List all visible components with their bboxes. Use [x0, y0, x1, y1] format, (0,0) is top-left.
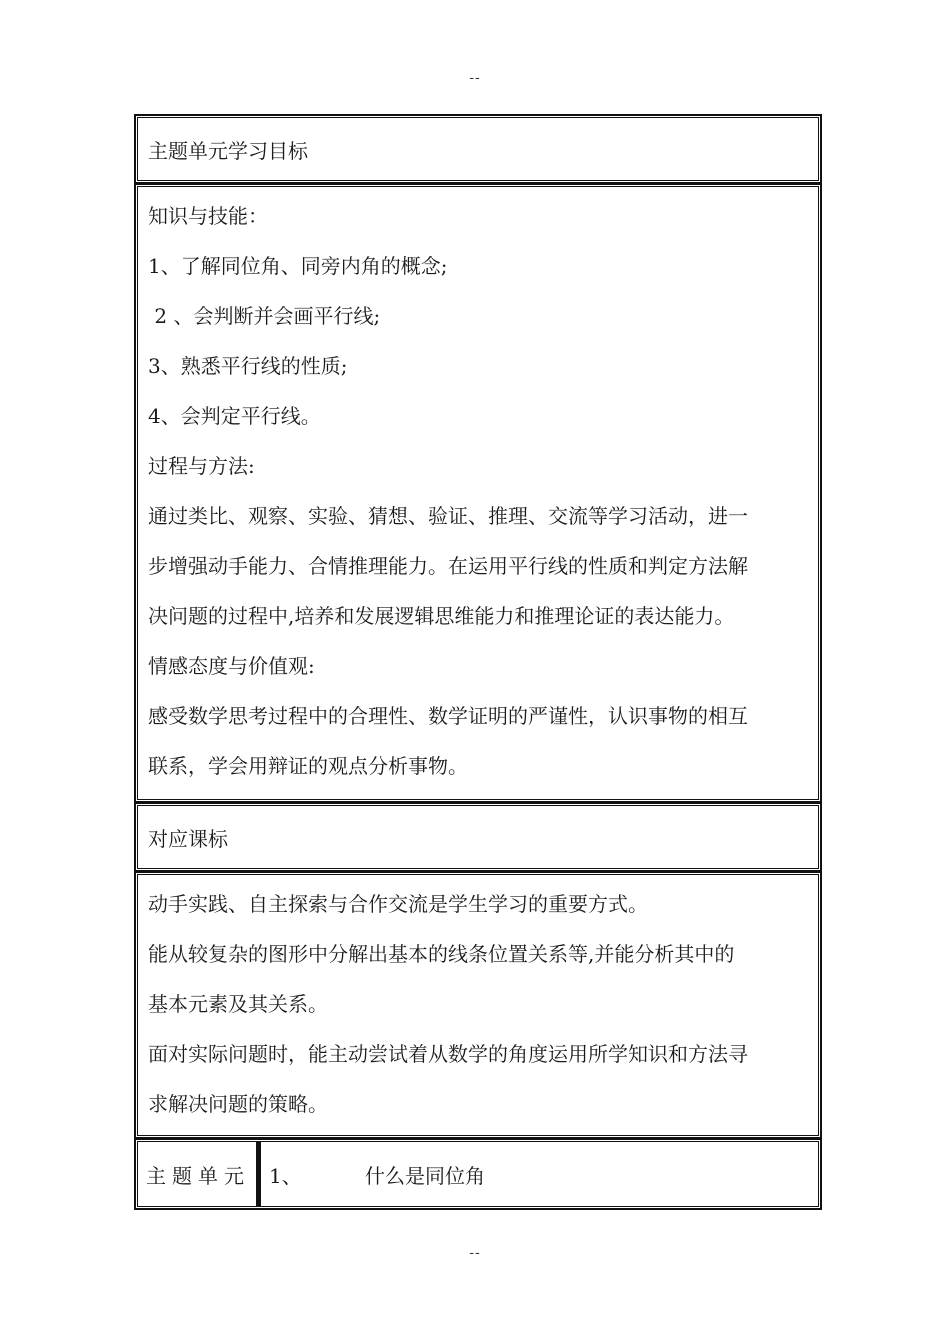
- standard-line: 面对实际问题时，能主动尝试着从数学的角度运用所学知识和方法寻: [148, 1042, 748, 1066]
- row-divider: [136, 870, 820, 873]
- objectives-content: [137, 186, 819, 800]
- unit-item: [260, 1141, 819, 1207]
- row-divider: [136, 182, 820, 185]
- objective-line: 步增强动手能力、合情推理能力。在运用平行线的性质和判定方法解: [148, 554, 748, 578]
- standard-line: 动手实践、自主探索与合作交流是学生学习的重要方式。: [148, 892, 648, 916]
- row-divider: [136, 801, 820, 804]
- objective-line: 联系，学会用辩证的观点分析事物。: [148, 754, 468, 778]
- unit-row: [137, 1141, 819, 1207]
- unit-item-number: 1、: [269, 1163, 302, 1188]
- objective-line: 3、熟悉平行线的性质;: [148, 354, 348, 378]
- standards-content: [137, 874, 819, 1136]
- objectives-heading: 主题单元学习目标: [137, 117, 819, 181]
- page-header-marker: --: [469, 70, 481, 86]
- standards-heading: 对应课标: [137, 805, 819, 869]
- lesson-plan-table: [134, 114, 822, 1210]
- row-divider: [136, 1137, 820, 1140]
- page-footer-marker: --: [469, 1245, 481, 1261]
- objective-line: 情感态度与价值观:: [148, 654, 315, 678]
- objective-line: 感受数学思考过程中的合理性、数学证明的严谨性，认识事物的相互: [148, 704, 748, 728]
- objective-line: 2 、会判断并会画平行线;: [148, 304, 381, 328]
- unit-label: 主题单元: [137, 1141, 257, 1207]
- objective-line: 4、会判定平行线。: [148, 404, 321, 428]
- objective-line: 过程与方法:: [148, 454, 255, 478]
- standard-line: 基本元素及其关系。: [148, 992, 328, 1016]
- objective-line: 知识与技能：: [148, 204, 268, 228]
- objective-line: 1、了解同位角、同旁内角的概念;: [148, 254, 448, 278]
- standard-line: 能从较复杂的图形中分解出基本的线条位置关系等,并能分析其中的: [148, 942, 735, 966]
- objective-line: 通过类比、观察、实验、猜想、验证、推理、交流等学习活动，进一: [148, 504, 748, 528]
- objective-line: 决问题的过程中,培养和发展逻辑思维能力和推理论证的表达能力。: [148, 604, 735, 628]
- standard-line: 求解决问题的策略。: [148, 1092, 328, 1116]
- unit-item-title: 什么是同位角: [365, 1163, 485, 1188]
